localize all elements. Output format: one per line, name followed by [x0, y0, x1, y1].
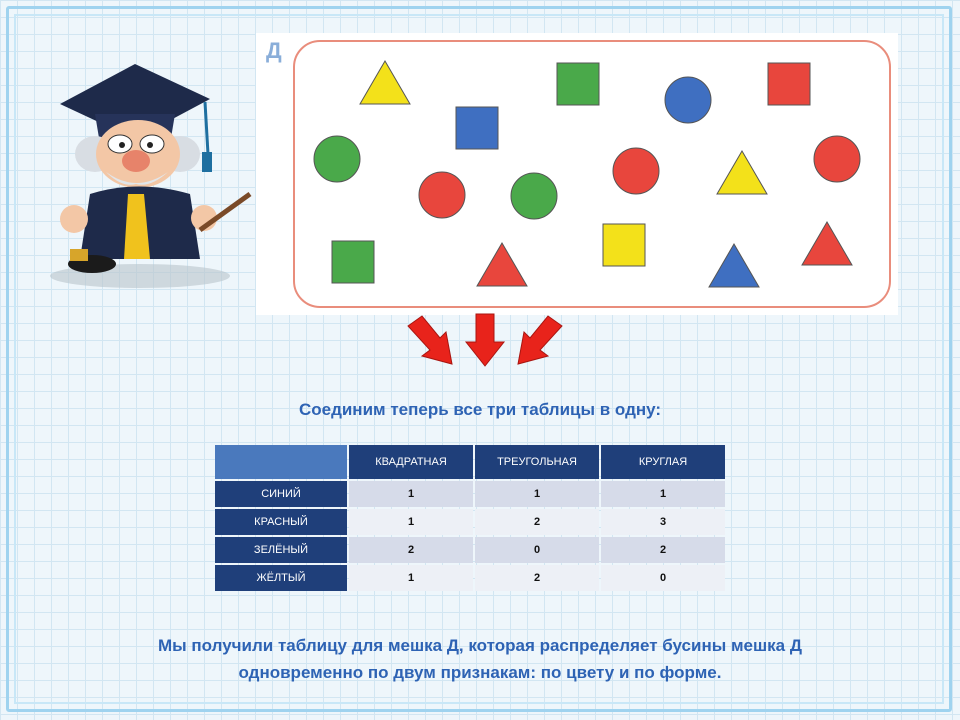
arrow-down-icon	[466, 314, 504, 366]
professor-illustration	[40, 44, 255, 294]
red-triangle-bead	[802, 222, 852, 265]
row-label: КРАСНЫЙ	[215, 509, 347, 535]
row-label: ЗЕЛЁНЫЙ	[215, 537, 347, 563]
table-cell: 1	[349, 481, 473, 507]
yellow-triangle-bead	[360, 61, 410, 104]
table-cell: 2	[475, 509, 599, 535]
green-circle-bead	[511, 173, 557, 219]
blue-circle-bead	[665, 77, 711, 123]
table-cell: 3	[601, 509, 725, 535]
arrow-down-left-icon	[518, 316, 562, 364]
conclusion-text	[60, 632, 900, 686]
conclusion-line-2: одновременно по двум признакам: по цвету и по форме.	[238, 663, 722, 682]
yellow-triangle-bead	[717, 151, 767, 194]
table-cell: 0	[601, 565, 725, 591]
green-circle-bead	[314, 136, 360, 182]
header-square: КВАДРАТНАЯ	[349, 445, 473, 479]
conclusion-line-1: Мы получили таблицу для мешка Д, которая распределяет бусины мешка Д	[158, 636, 802, 655]
table-row	[215, 481, 725, 507]
intro-text: Соединим теперь все три таблицы в одну:	[298, 400, 662, 419]
row-label: СИНИЙ	[215, 481, 347, 507]
combined-table	[213, 443, 727, 593]
blue-triangle-bead	[709, 244, 759, 287]
table-cell: 2	[349, 537, 473, 563]
green-square-bead	[332, 241, 374, 283]
red-circle-bead	[814, 136, 860, 182]
table-cell: 1	[349, 509, 473, 535]
arrow-down-right-icon	[408, 316, 452, 364]
table-row	[215, 537, 725, 563]
header-round: КРУГЛАЯ	[601, 445, 725, 479]
down-arrows	[400, 312, 570, 372]
table-cell: 1	[349, 565, 473, 591]
table-header-row	[215, 445, 725, 479]
table-cell: 1	[475, 481, 599, 507]
blue-square-bead	[456, 107, 498, 149]
table-cell: 2	[601, 537, 725, 563]
red-circle-bead	[419, 172, 465, 218]
table-cell: 1	[601, 481, 725, 507]
red-triangle-bead	[477, 243, 527, 286]
table-cell: 0	[475, 537, 599, 563]
beads-area	[256, 33, 898, 315]
table-row	[215, 565, 725, 591]
red-square-bead	[768, 63, 810, 105]
red-circle-bead	[613, 148, 659, 194]
table-cell: 2	[475, 565, 599, 591]
green-square-bead	[557, 63, 599, 105]
table-row	[215, 509, 725, 535]
row-label: ЖЁЛТЫЙ	[215, 565, 347, 591]
yellow-square-bead	[603, 224, 645, 266]
header-triangle: ТРЕУГОЛЬНАЯ	[475, 445, 599, 479]
bag-label: Д	[266, 38, 282, 63]
header-corner	[215, 445, 347, 479]
